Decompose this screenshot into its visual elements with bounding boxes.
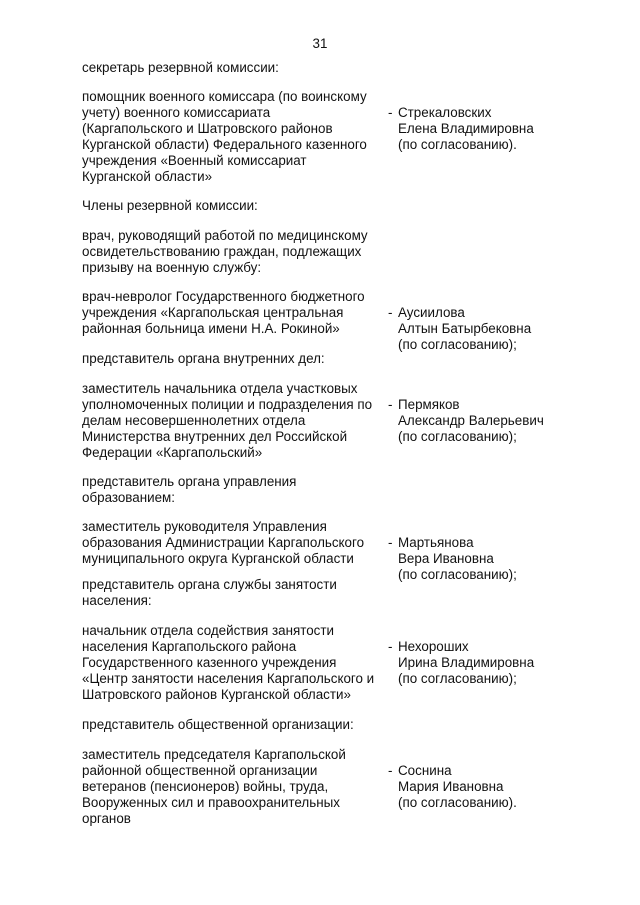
doctor-heading: врач, руководящий работой по медицинскому освидетельствованию граждан, подлежащих призыву на военную службу: (82, 228, 368, 275)
entry-role: начальник отдела содействия занятости населения Каргапольского района Государственного казенного учреждения «Центр занятости населения Каргапольского и Шатровского районов Курганской области» (82, 623, 375, 702)
entry-education (82, 519, 562, 582)
entry-person-name: Мартьянова Вера Ивановна (по согласованию); (398, 535, 517, 582)
entry-role: помощник военного комиссара (по воинскому учету) военного комиссариата (Каргапольского и Шатровского районов Курганской области) Федерального казенного учреждения «Военный комиссариат Курганской области» (82, 89, 367, 184)
entry-dash: - (388, 763, 393, 778)
entry-person (388, 381, 578, 445)
entry-person (388, 747, 578, 811)
entry-role: врач-невролог Государственного бюджетного учреждения «Каргапольская центральная районная больница имени Н.А. Рокиной» (82, 289, 365, 336)
police-heading: представитель органа внутренних дел: (82, 351, 325, 366)
entry-public-org (82, 747, 562, 827)
entry-dash: - (388, 639, 393, 654)
entry-secretary (82, 89, 562, 185)
public-org-heading: представитель общественной организации: (82, 717, 354, 732)
entry-dash: - (388, 535, 393, 550)
entry-person-name: Пермяков Александр Валерьевич (по согласованию); (398, 397, 544, 444)
entry-person (388, 623, 578, 687)
entry-person-name: Нехороших Ирина Владимировна (по согласованию); (398, 639, 535, 686)
entry-person (388, 519, 578, 583)
entry-role: заместитель начальника отдела участковых уполномоченных полиции и подразделения по делам несовершеннолетних отдела Министерства внутренних дел Российской Федерации «Каргапольский» (82, 381, 373, 460)
entry-person-name: Соснина Мария Ивановна (по согласованию). (398, 763, 517, 810)
education-heading: представитель органа управления образованием: (82, 474, 297, 505)
entry-role: заместитель председателя Каргапольской районной общественной организации ветеранов (пенсионеров) войны, труда, Вооруженных сил и правоохранительных органов (82, 747, 346, 826)
commission-list (82, 60, 562, 827)
entry-person-name: Стрекаловских Елена Владимировна (по согласованию). (398, 105, 534, 152)
entry-dash: - (388, 105, 393, 120)
entry-role: заместитель руководителя Управления образования Администрации Каргапольского муниципального округа Курганской области (82, 519, 365, 566)
members-heading: Члены резервной комиссии: (82, 198, 258, 213)
entry-person-name: Аусиилова Алтын Батырбековна (по согласованию); (398, 305, 532, 352)
entry-employment (82, 623, 562, 703)
entry-police (82, 381, 562, 461)
secretary-heading: секретарь резервной комиссии: (82, 60, 279, 75)
entry-dash: - (388, 397, 393, 412)
page-number: 31 (312, 36, 328, 51)
entry-doctor (82, 289, 562, 352)
entry-person (388, 289, 578, 353)
entry-dash: - (388, 305, 393, 320)
employment-heading: представитель органа службы занятости населения: (82, 577, 337, 608)
entry-person (388, 89, 578, 153)
